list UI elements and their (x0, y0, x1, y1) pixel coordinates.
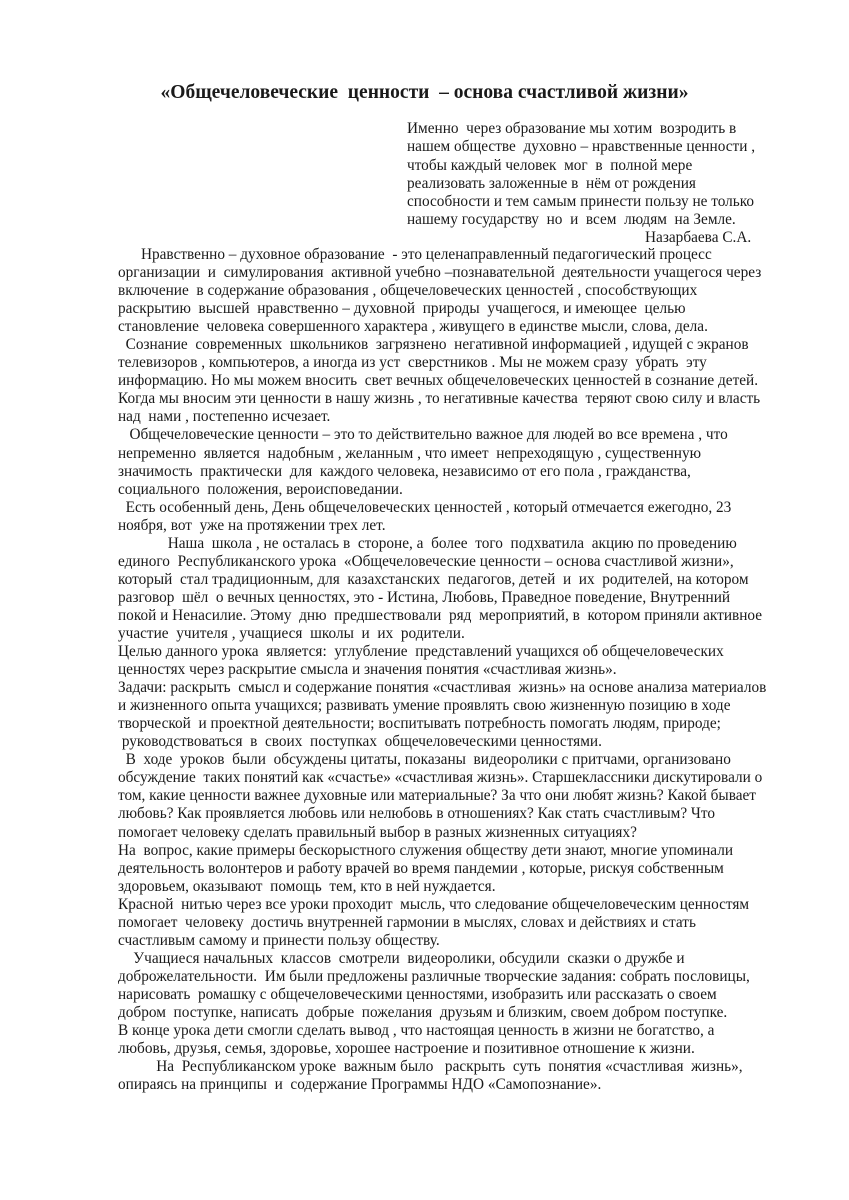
epigraph-line: способности и тем самым принести пользу не только (407, 193, 755, 211)
body-line: социального положения, вероисповедании. (118, 480, 403, 498)
body-line: Когда мы вносим эти ценности в нашу жизнь , то негативные качества теряют свою силу и власть (118, 390, 761, 408)
body-line: информацию. Но мы можем вносить свет вечных общечеловеческих ценностей в сознание детей. (118, 372, 759, 390)
body-line: В ходе уроков были обсуждены цитаты, показаны видеоролики с притчами, организовано (118, 751, 731, 769)
body-line: телевизоров , компьютеров, а иногда из уст сверстников . Мы не можем сразу убрать эту (118, 354, 707, 372)
epigraph-line: реализовать заложенные в нём от рождения (407, 174, 696, 192)
body-line: любовь, друзья, семья, здоровье, хорошее настроение и позитивное отношение к жизни. (118, 1040, 695, 1058)
body-line: Задачи: раскрыть смысл и содержание понятия «счастливая жизнь» на основе анализа материалов (118, 679, 767, 697)
body-line: который стал традиционным, для казахстанских педагогов, детей и их родителей, на котором (118, 570, 749, 588)
body-line: Учащиеся начальных классов смотрели видеоролики, обсудили сказки о дружбе и (118, 949, 685, 967)
body-line: На вопрос, какие примеры бескорыстного служения обществу дети знают, многие упоминали (118, 841, 734, 859)
body-line: Есть особенный день, День общечеловеческих ценностей , который отмечается ежегодно, 23 (118, 498, 732, 516)
document-title: «Общечеловеческие ценности – основа счастливой жизни» (160, 82, 689, 103)
epigraph-author: Назарбаева С.А. (645, 229, 752, 246)
epigraph-line: Именно через образование мы хотим возродить в (407, 120, 737, 137)
body-line: Наша школа , не осталась в стороне, а более того подхватила акцию по проведению (118, 534, 737, 552)
body-line: становление человека совершенного характера , живущего в единстве мысли, слова, дела. (118, 318, 708, 336)
body-line: над нами , постепенно исчезает. (118, 408, 331, 426)
body-line: опираясь на принципы и содержание Программы НДО «Самопознание». (118, 1076, 602, 1094)
body-line: непременно является надобным , желанным , что имеет непреходящую , существенную (118, 444, 702, 462)
body-line: творческой и проектной деятельности; воспитывать потребность помогать людям, природе; (118, 715, 721, 733)
body-line: Общечеловеческие ценности – это то действительно важное для людей во все времена , что (118, 426, 728, 444)
body-line: покой и Ненасилие. Этому дню предшествовали ряд мероприятий, в котором приняли активное (118, 606, 763, 624)
body-line: Сознание современных школьников загрязнено негативной информацией , идущей с экранов (118, 336, 749, 354)
epigraph-line: нашему государству но и всем людям на Земле. (407, 211, 736, 229)
body-line: здоровьем, оказывают помощь тем, кто в ней нуждается. (118, 877, 496, 895)
body-line: организации и симулирования активной учебно –познавательной деятельности учащегося через (118, 264, 762, 282)
body-line: раскрытию высшей нравственно – духовной природы учащегося, и имеющее целью (118, 300, 686, 318)
body-line: руководствоваться в своих поступках общечеловеческими ценностями. (118, 733, 602, 751)
body-line: том, какие ценности важнее духовные или материальные? За что они любят жизнь? Какой бывает (118, 787, 756, 805)
body-line: счастливым самому и принести пользу обществу. (118, 931, 440, 949)
body-line: помогает человеку достичь внутренней гармонии в мыслях, словах и действиях и стать (118, 913, 696, 931)
body-line: Нравственно – духовное образование - это целенаправленный педагогический процесс (118, 246, 712, 263)
body-line: Целью данного урока является: углубление представлений учащихся об общечеловеческих (118, 643, 724, 661)
body-line: единого Республиканского урока «Общечеловеческие ценности – основа счастливой жизни», (118, 552, 734, 570)
body-line: обсуждение таких понятий как «счастье» «счастливая жизнь». Старшеклассники дискутировали о (118, 769, 763, 787)
body-line: разговор шёл о вечных ценностях, это - Истина, Любовь, Праведное поведение, Внутренний (118, 588, 731, 606)
body-line: На Республиканском уроке важным было раскрыть суть понятия «счастливая жизнь», (118, 1058, 743, 1076)
body-line: значимость практически для каждого человека, независимо от его пола , гражданства, (118, 462, 691, 480)
body-line: участие учителя , учащиеся школы и их родители. (118, 624, 465, 642)
body-line: Красной нитью через все уроки проходит мысль, что следование общечеловеческим ценностям (118, 895, 750, 913)
epigraph (407, 120, 755, 230)
body-line: нарисовать ромашку с общечеловеческими ценностями, изобразить или рассказать о своем (118, 985, 717, 1003)
body-line: деятельность волонтеров и работу врачей во время пандемии , которые, рискуя собственным (118, 859, 724, 877)
epigraph-line: нашем обществе духовно – нравственные ценности , (407, 138, 756, 156)
body-line: доброжелательности. Им были предложены различные творческие задания: собрать пословицы, (118, 967, 750, 985)
body-line: и жизненного опыта учащихся; развивать умение проявлять свою жизненную позицию в ходе (118, 697, 731, 715)
body-text (118, 246, 766, 1094)
body-line: В конце урока дети смогли сделать вывод , что настоящая ценность в жизни не богатство, а (118, 1022, 715, 1040)
body-line: включение в содержание образования , общечеловеческих ценностей , способствующих (118, 282, 698, 300)
body-line: ценностях через раскрытие смысла и значения понятия «счастливая жизнь». (118, 661, 617, 679)
body-line: добром поступке, написать добрые пожелания друзьям и близким, своем добром поступке. (118, 1003, 728, 1021)
epigraph-line: чтобы каждый человек мог в полной мере (407, 156, 693, 174)
body-line: помогает человеку сделать правильный выбор в разных жизненных ситуациях? (118, 823, 637, 841)
body-line: ноября, вот уже на протяжении трех лет. (118, 516, 386, 534)
body-line: любовь? Как проявляется любовь или нелюбовь в отношениях? Как стать счастливым? Что (118, 805, 716, 823)
